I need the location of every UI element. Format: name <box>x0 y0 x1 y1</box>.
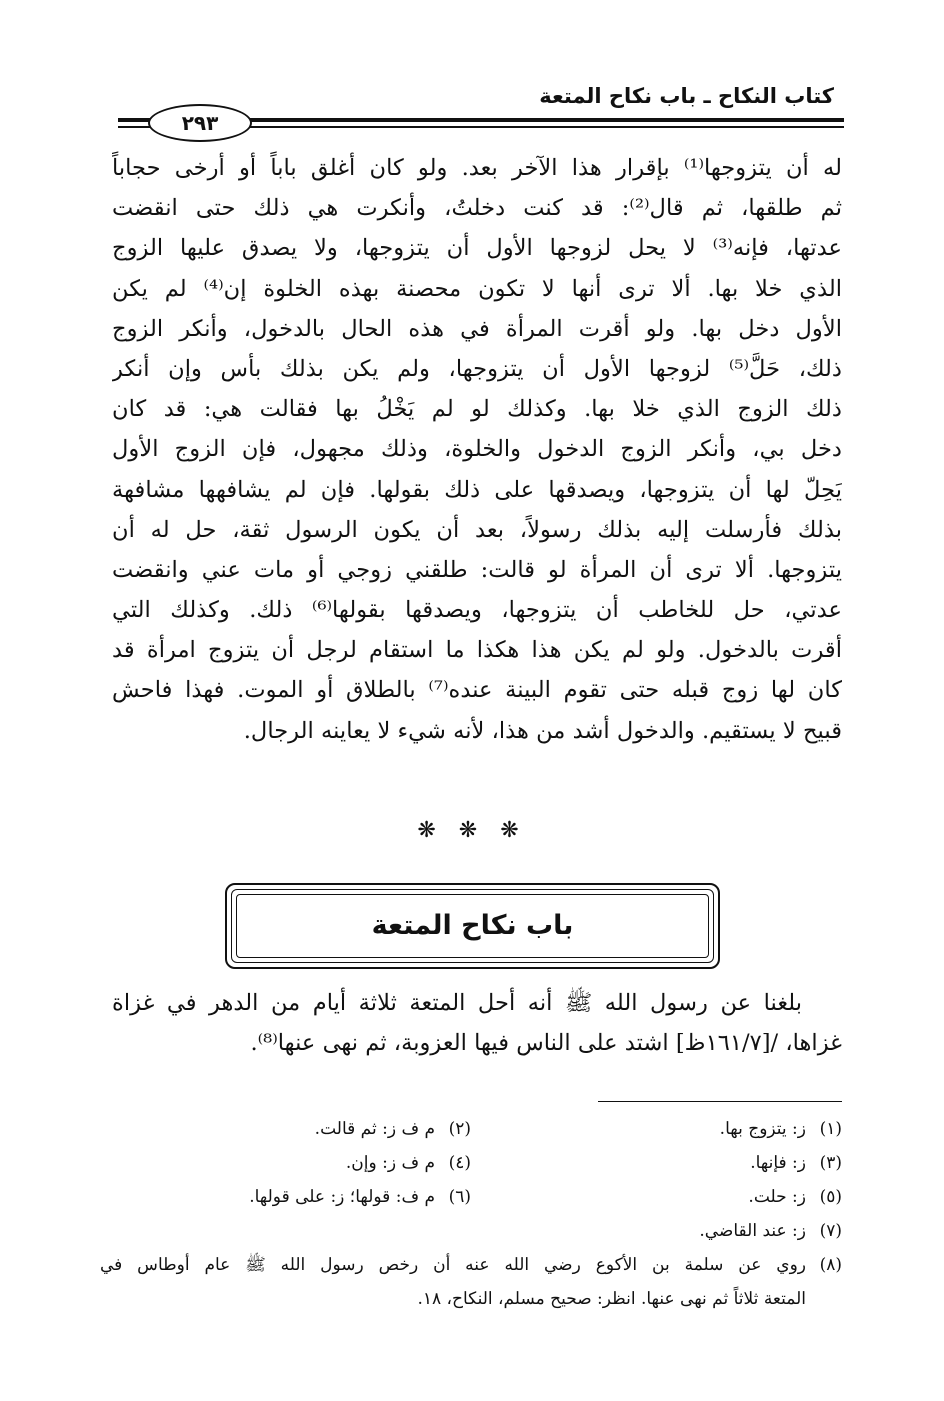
footnote-3: (٣)ز: فإنها. <box>750 1153 842 1173</box>
footnote-row <box>100 1112 842 1146</box>
body-text <box>112 148 842 751</box>
footnote-row <box>100 1180 842 1214</box>
chapter-title: باب نكاح المتعة <box>371 910 574 941</box>
body-line: الذي خلا بها. ألا ترى أنها لا تكون محصنة بهذه الخلوة إن⁽⁴⁾ لم يكن <box>112 275 842 302</box>
body-line-last: قبيح لا يستقيم. والدخول أشد من هذا، لأنه شيء لا يعاينه الرجال. <box>243 717 842 744</box>
body-line: أقرت بالدخول. ولو لم يكن هذا هكذا ما استقام لرجل أن يتزوج امرأة قد <box>112 637 842 664</box>
hadith-line: غزاها، /[١٦١/٧ظ] اشتد على الناس فيها العزوبة، ثم نهى عنها⁽⁸⁾. <box>250 1030 842 1056</box>
footnotes <box>100 1112 842 1316</box>
running-head: كتاب النكاح ـ باب نكاح المتعة <box>539 84 834 108</box>
body-line: بذلك فأرسلت إليه بذلك رسولاً، بعد أن يكون الرسول ثقة، حل له أن <box>112 516 842 543</box>
footnote-row <box>100 1146 842 1180</box>
chapter-heading-frame <box>225 883 720 969</box>
footnote-5: (٥)ز: حلت. <box>748 1187 842 1207</box>
footnote-separator <box>598 1101 842 1102</box>
body-line: عدتي، حل للخاطب أن يتزوجها، ويصدقها بقولها⁽⁶⁾ ذلك. وكذلك التي <box>112 597 842 624</box>
footnote-1: (١)ز: يتزوج بها. <box>719 1119 842 1139</box>
page-number: ٢٩٣ <box>148 104 252 142</box>
body-line: يَحِلّ لها أن يتزوجها، ويصدقها على ذلك بقولها. فإن لم يشافهها مشافهة <box>112 476 842 503</box>
footnote-2: (٢)م ف ز: ثم قالت. <box>314 1119 471 1139</box>
footnote-4: (٤)م ف ز: وإن. <box>345 1153 471 1173</box>
footnote-6: (٦)م ف: قولها؛ ز: على قولها. <box>249 1187 471 1207</box>
body-line: له أن يتزوجها⁽¹⁾ بإقرار هذا الآخر بعد. ولو كان أغلق باباً أو أرخى حجاباً <box>112 155 842 181</box>
body-line: ثم طلقها، ثم قال⁽²⁾: قد كنت دخلتُ، وأنكرت هي ذلك حتى انقضت <box>112 195 842 222</box>
footnote-8-continuation: المتعة ثلاثاً ثم نهى عنها. انظر: صحيح مسلم، النكاح، ١٨. <box>417 1289 806 1309</box>
body-line: دخل بي، وأنكر الزوج الدخول والخلوة، وذلك مجهول، فإن الزوج الأول <box>112 436 842 463</box>
body-line: عدتها، فإنه⁽³⁾ لا يحل لزوجها الأول أن يتزوجها، ولا يصدق عليها الزوج <box>112 235 842 262</box>
body-line: يتزوجها. ألا ترى أن المرأة لو قالت: طلقني زوجي أو مات عني وانقضت <box>112 556 842 583</box>
body-line: كان لها زوج قبله حتى تقوم البينة عنده⁽⁷⁾ بالطلاق أو الموت. فهذا فاحش <box>112 677 842 704</box>
body-line: ذلك، حَلَّ⁽⁵⁾ لزوجها الأول أن يتزوجها، ولم يكن بذلك بأس وإن أنكر <box>112 355 842 382</box>
footnote-8: (٨)روي عن سلمة بن الأكوع رضي الله عنه أن رخص رسول الله ﷺ عام أوطاس في <box>100 1255 842 1275</box>
page-number-frame <box>148 104 248 140</box>
footnote-7: (٧)ز: عند القاضي. <box>699 1221 842 1241</box>
body-line: ذلك الزوج الذي خلا بها. وكذلك لو لم يَخْلُ بها فقالت هي: قد كان <box>112 396 842 423</box>
hadith-text <box>112 983 842 1063</box>
body-line: الأول دخل بها. ولو أقرت المرأة في هذه الحال بالدخول، وأنكر الزوج <box>112 315 842 342</box>
hadith-line: بلغنا عن رسول الله ﷺ أنه أحل المتعة ثلاثة أيام من الدهر في غزاة <box>112 990 802 1016</box>
section-ornament: ❋ ❋ ❋ <box>417 818 527 843</box>
